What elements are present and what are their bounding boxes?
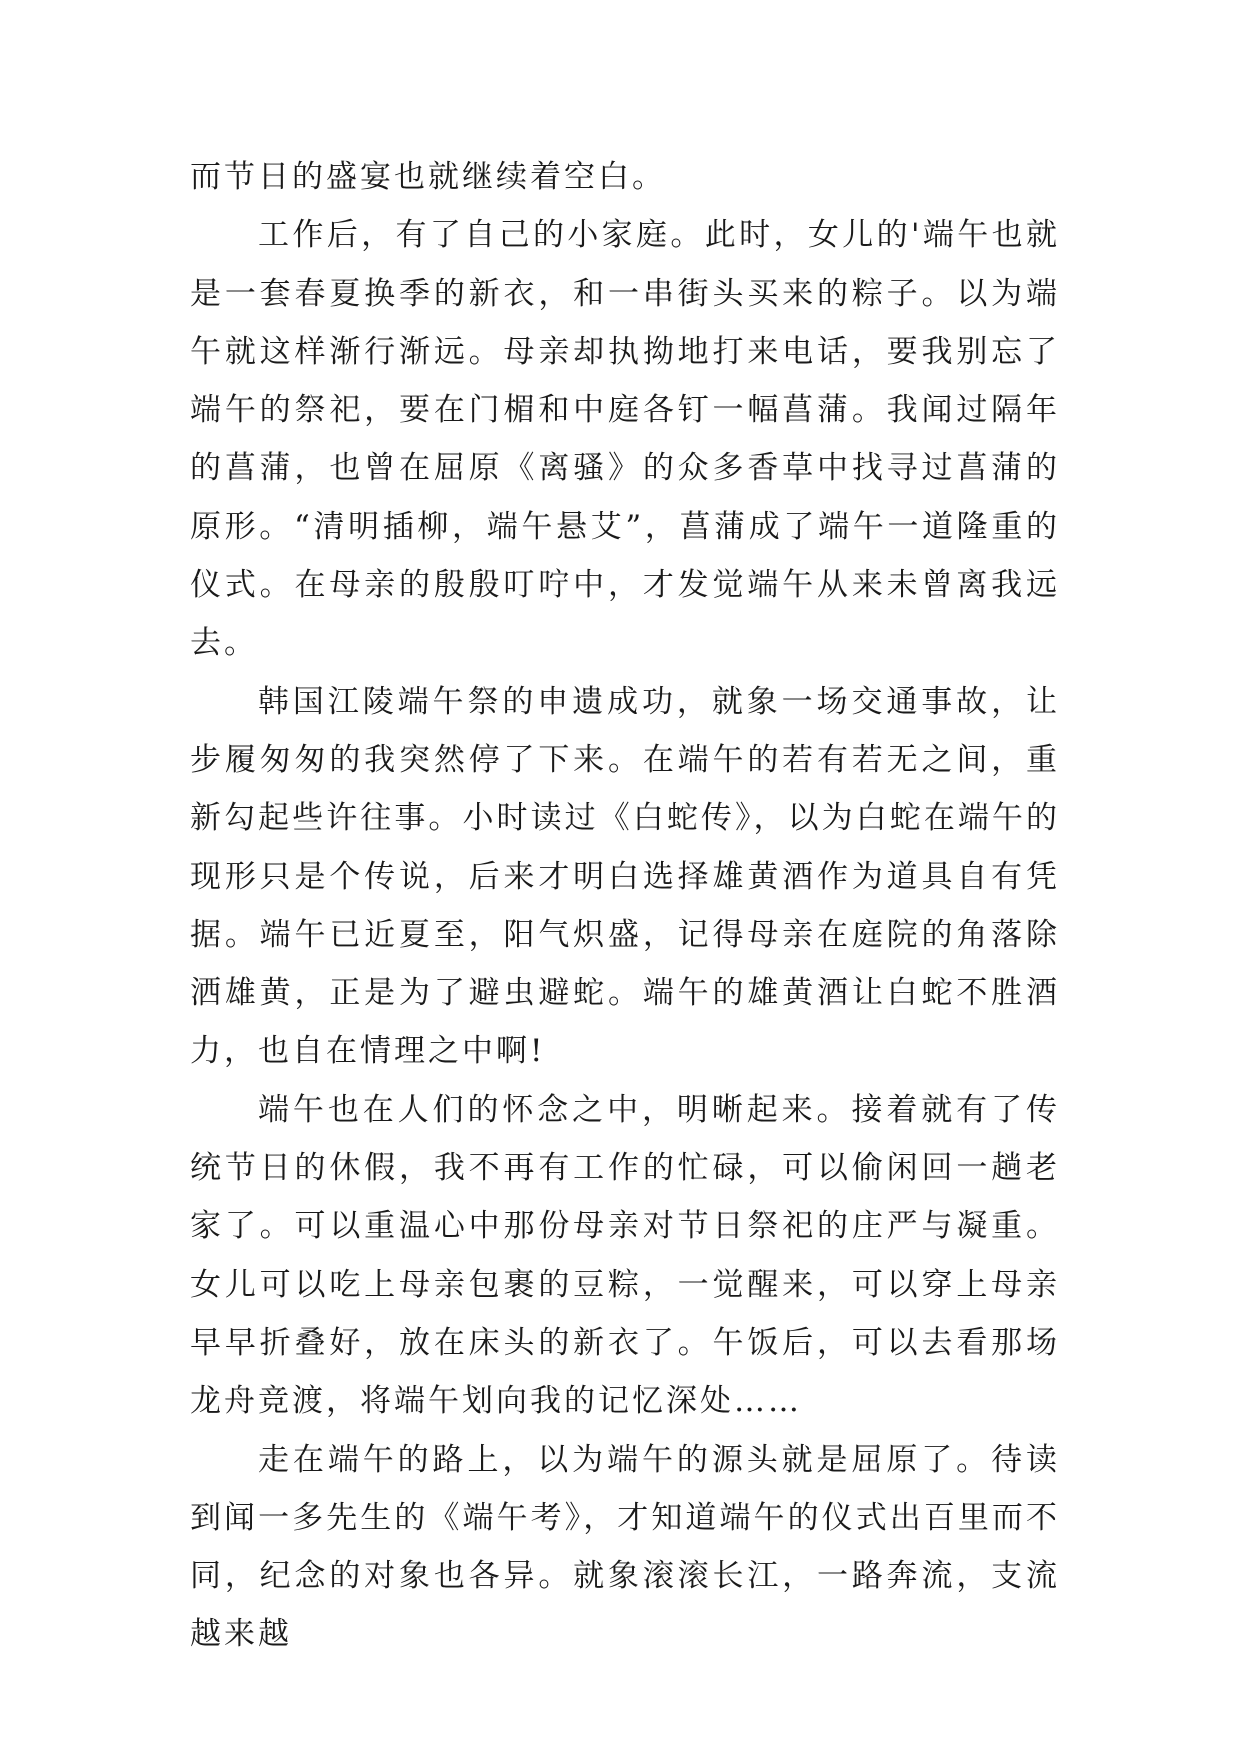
paragraph-origin: 走在端午的路上，以为端午的源头就是屈原了。待读到闻一多先生的《端午考》，才知道端午的仪式出百里而不同，纪念的对象也各异。就象滚滚长江，一路奔流，支流越来越 [190, 1441, 1060, 1653]
paragraph-holiday-memory: 端午也在人们的怀念之中，明晰起来。接着就有了传统节日的休假，我不再有工作的忙碌，可以偷闲回一趟老家了。可以重温心中那份母亲对节日祭祀的庄严与凝重。女儿可以吃上母亲包裹的豆粽，一觉醒来，可以穿上母亲早早折叠好，放在床头的新衣了。午饭后，可以去看那场龙舟竞渡，将端午划向我的记忆深处…… [190, 1091, 1060, 1420]
document-body [190, 148, 1060, 1664]
paragraph-work-family: 工作后，有了自己的小家庭。此时，女儿的'端午也就是一套春夏换季的新衣，和一串街头买来的粽子。以为端午就这样渐行渐远。母亲却执拗地打来电话，要我别忘了端午的祭祀，要在门楣和中庭各钉一幅菖蒲。我闻过隔年的菖蒲，也曾在屈原《离骚》的众多香草中找寻过菖蒲的原形。“清明插柳，端午悬艾”，菖蒲成了端午一道隆重的仪式。在母亲的殷殷叮咛中，才发觉端午从来未曾离我远去。 [190, 217, 1060, 662]
paragraph-continuation: 而节日的盛宴也就继续着空白。 [190, 159, 666, 195]
paragraph-korea-heritage: 韩国江陵端午祭的申遗成功，就象一场交通事故，让步履匆匆的我突然停了下来。在端午的若有若无之间，重新勾起些许往事。小时读过《白蛇传》，以为白蛇在端午的现形只是个传说，后来才明白选择雄黄酒作为道具自有凭据。端午已近夏至，阳气炽盛，记得母亲在庭院的角落除洒雄黄，正是为了避虫避蛇。端午的雄黄酒让白蛇不胜酒力，也自在情理之中啊! [190, 683, 1060, 1070]
